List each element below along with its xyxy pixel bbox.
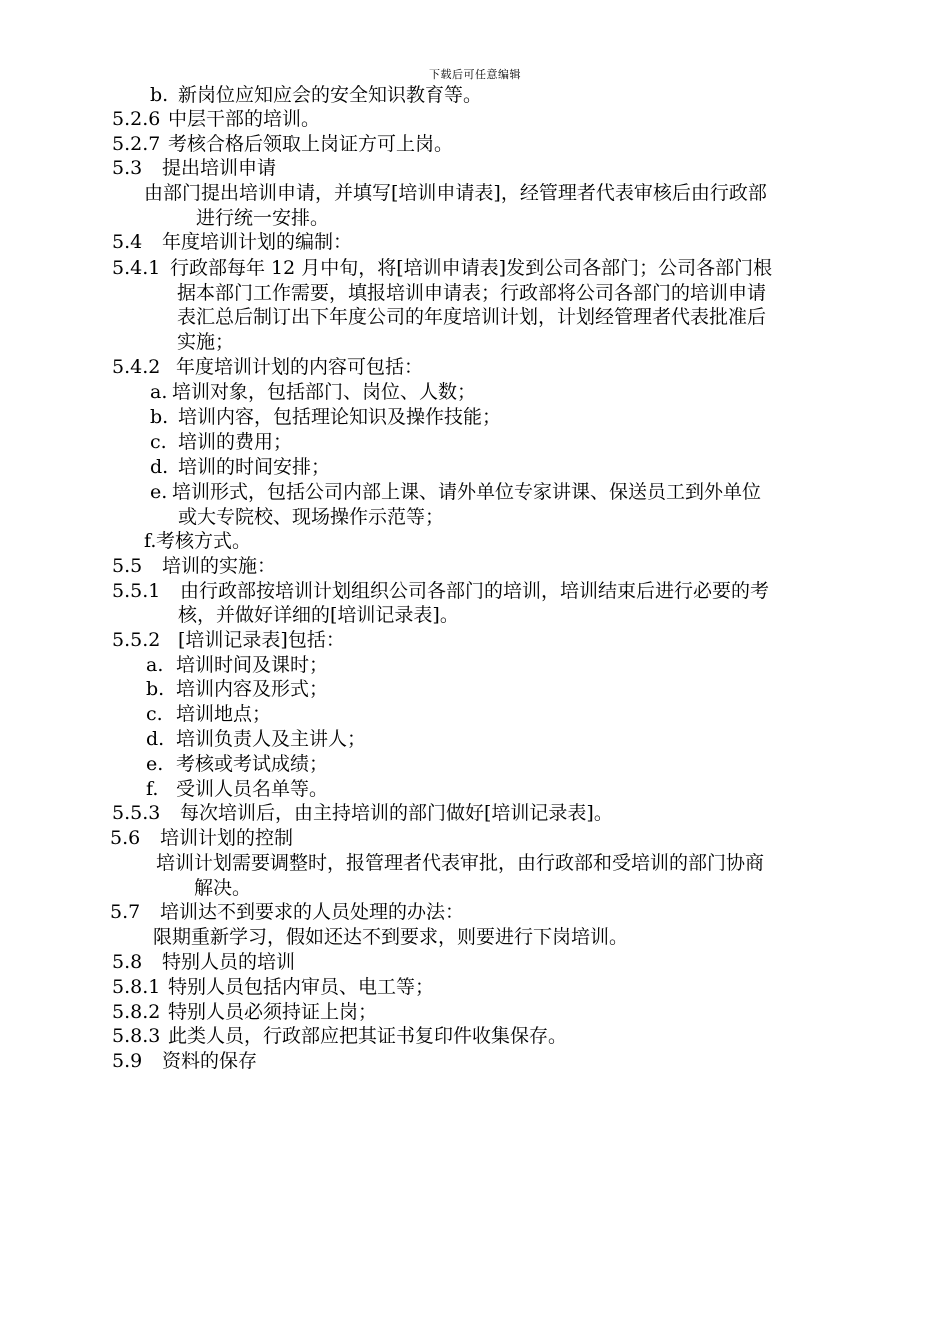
continuation-text: 培训计划需要调整时，报管理者代表审批，由行政部和受培训的部门协商 <box>156 852 765 874</box>
item-number: f. <box>146 778 159 800</box>
item-number: f. <box>144 530 157 552</box>
item-number: b. <box>150 406 169 428</box>
item-text: 培训的费用； <box>178 431 293 453</box>
item-text: 每次培训后，由主持培训的部门做好[培训记录表]。 <box>180 802 613 824</box>
item-text: 年度培训计划的编制： <box>162 231 353 253</box>
item-text: 考核或考试成绩； <box>176 753 329 775</box>
item-number: 5.2.7 <box>112 133 161 155</box>
item-number: 5.4.1 <box>112 257 161 279</box>
item-number: d. <box>146 728 165 750</box>
item-text: 培训计划的控制 <box>160 827 294 849</box>
continuation-text: 进行统一安排。 <box>196 207 330 229</box>
item-number: 5.8 <box>112 951 143 973</box>
continuation-text: 实施； <box>177 331 235 353</box>
item-text: 培训负责人及主讲人； <box>176 728 367 750</box>
item-number: 5.9 <box>112 1050 143 1072</box>
item-number: b. <box>146 678 165 700</box>
item-text: 培训的时间安排； <box>178 456 331 478</box>
item-number: d. <box>150 456 169 478</box>
item-text: 考核方式。 <box>156 530 252 552</box>
item-number: e. <box>146 753 164 775</box>
item-number: 5.5.3 <box>112 802 161 824</box>
item-text: 培训达不到要求的人员处理的办法： <box>160 901 465 923</box>
item-number: 5.4 <box>112 231 143 253</box>
item-number: b. <box>150 84 169 106</box>
item-text: 培训形式，包括公司内部上课、请外单位专家讲课、保送员工到外单位 <box>172 481 762 503</box>
item-text: 考核合格后领取上岗证方可上岗。 <box>168 133 454 155</box>
item-number: 5.5 <box>112 555 143 577</box>
item-text: 特别人员包括内审员、电工等； <box>168 976 435 998</box>
item-number: c. <box>150 431 167 453</box>
item-number: 5.2.6 <box>112 108 161 130</box>
item-number: 5.8.3 <box>112 1025 161 1047</box>
continuation-text: 限期重新学习，假如还达不到要求，则要进行下岗培训。 <box>153 926 629 948</box>
item-number: 5.3 <box>112 157 143 179</box>
item-text: 受训人员名单等。 <box>176 778 329 800</box>
item-text: 年度培训计划的内容可包括： <box>176 356 424 378</box>
item-text: 行政部每年 12 月中旬，将[培训申请表]发到公司各部门；公司各部门根 <box>170 257 773 279</box>
page-header: 下载后可任意编辑 <box>429 68 521 81</box>
item-text: [培训记录表]包括： <box>178 629 345 651</box>
item-number: a. <box>150 381 168 403</box>
item-number: 5.8.2 <box>112 1001 161 1023</box>
continuation-text: 由部门提出培训申请，并填写[培训申请表]，经管理者代表审核后由行政部 <box>144 182 767 204</box>
item-number: 5.6 <box>110 827 141 849</box>
continuation-text: 核，并做好详细的[培训记录表]。 <box>178 604 459 626</box>
item-number: 5.8.1 <box>112 976 161 998</box>
item-number: 5.5.2 <box>112 629 161 651</box>
item-number: a. <box>146 654 164 676</box>
item-text: 培训内容，包括理论知识及操作技能； <box>178 406 502 428</box>
item-number: e. <box>150 481 168 503</box>
continuation-text: 表汇总后制订出下年度公司的年度培训计划，计划经管理者代表批准后 <box>177 306 767 328</box>
item-text: 此类人员，行政部应把其证书复印件收集保存。 <box>168 1025 568 1047</box>
item-text: 培训地点； <box>176 703 272 725</box>
item-number: c. <box>146 703 163 725</box>
continuation-text: 或大专院校、现场操作示范等； <box>178 506 445 528</box>
item-text: 资料的保存 <box>162 1050 258 1072</box>
item-text: 培训对象，包括部门、岗位、人数； <box>172 381 477 403</box>
item-text: 由行政部按培训计划组织公司各部门的培训，培训结束后进行必要的考 <box>180 580 770 602</box>
item-text: 新岗位应知应会的安全知识教育等。 <box>178 84 483 106</box>
item-number: 5.7 <box>110 901 141 923</box>
item-text: 特别人员的培训 <box>162 951 296 973</box>
continuation-text: 解决。 <box>194 877 252 899</box>
item-text: 培训内容及形式； <box>176 678 329 700</box>
item-text: 培训的实施： <box>162 555 277 577</box>
item-text: 提出培训申请 <box>162 157 277 179</box>
item-text: 培训时间及课时； <box>176 654 329 676</box>
item-text: 中层干部的培训。 <box>168 108 321 130</box>
item-number: 5.4.2 <box>112 356 161 378</box>
item-number: 5.5.1 <box>112 580 161 602</box>
item-text: 特别人员必须持证上岗； <box>168 1001 378 1023</box>
continuation-text: 据本部门工作需要，填报培训申请表；行政部将公司各部门的培训申请 <box>177 282 767 304</box>
